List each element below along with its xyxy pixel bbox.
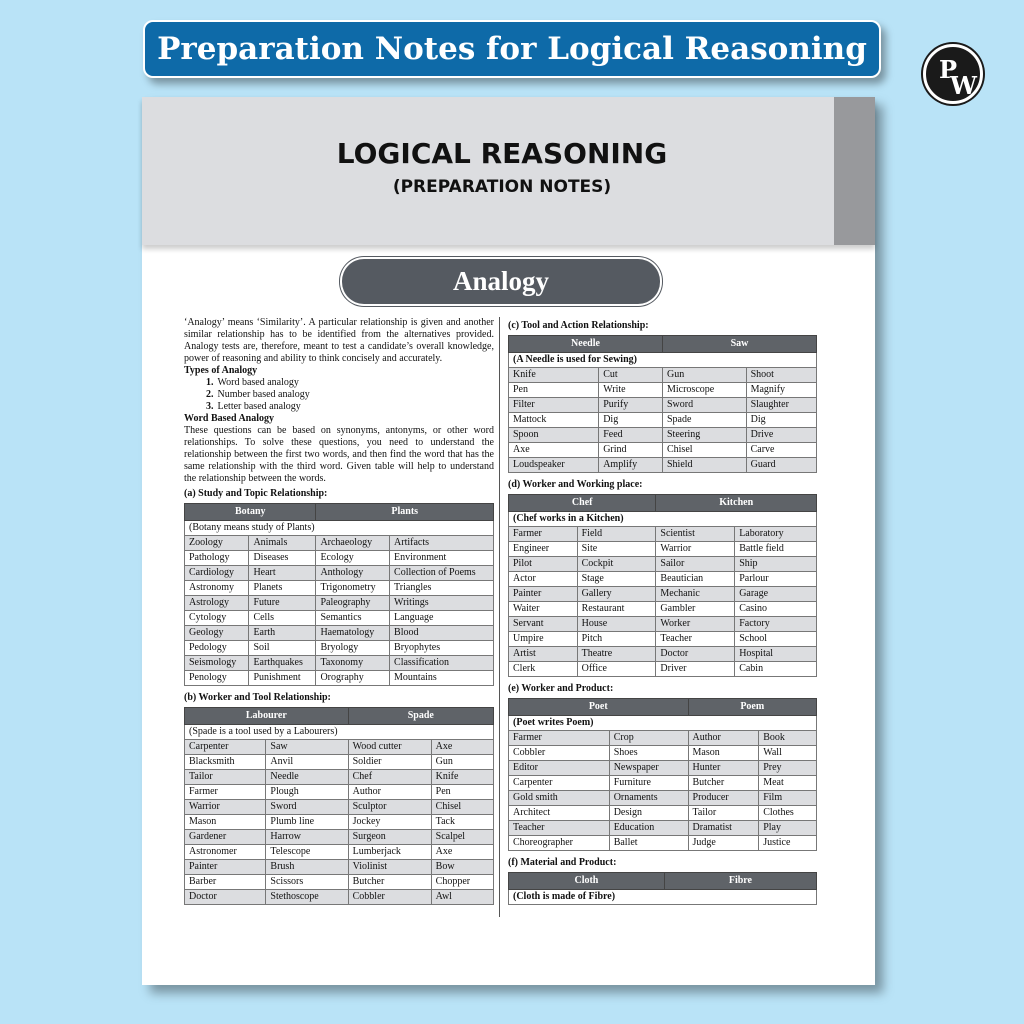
table-cell: Spade: [662, 413, 746, 428]
table-cell: Prey: [759, 761, 817, 776]
table-cell: Barber: [185, 875, 266, 890]
table-header-cell: Botany: [185, 504, 316, 521]
table-cell: Field: [577, 527, 656, 542]
table-cell: Clothes: [759, 806, 817, 821]
table-cell: Crop: [609, 731, 688, 746]
table-cell: Saw: [266, 740, 348, 755]
table-cell: Teacher: [656, 632, 735, 647]
table-cell: Choreographer: [509, 836, 610, 851]
table-cell: Farmer: [509, 731, 610, 746]
table-cell: Surgeon: [348, 830, 431, 845]
table-note: (Spade is a tool used by a Labourers): [185, 725, 494, 740]
table-cell: Zoology: [185, 536, 249, 551]
table-row: [185, 671, 494, 686]
word-based-paragraph: These questions can be based on synonyms, antonyms, or other word relationships. To solve these questions, you need to understand the relationship between the first two words, and then find the word that has the same relationship with the third word. Given table will help to understand the relationship between the words.: [184, 425, 494, 484]
header-stripe: [834, 97, 875, 245]
table-cell: Harrow: [266, 830, 348, 845]
table-cell: Punishment: [249, 671, 316, 686]
table-row: [185, 800, 494, 815]
table-cell: Theatre: [577, 647, 656, 662]
table-cell: Justice: [759, 836, 817, 851]
table-cell: Mattock: [509, 413, 599, 428]
table-cell: Education: [609, 821, 688, 836]
table-cell: Laboratory: [735, 527, 817, 542]
list-item: 1. Word based analogy: [206, 377, 299, 388]
table-cell: Gambler: [656, 602, 735, 617]
table-header-row: [509, 873, 817, 890]
table-row: [509, 572, 817, 587]
table-cell: Violinist: [348, 860, 431, 875]
table-cell: Scientist: [656, 527, 735, 542]
table-cell: Earth: [249, 626, 316, 641]
table-cell: Waiter: [509, 602, 578, 617]
table-cell: Author: [348, 785, 431, 800]
table-cell: Write: [599, 383, 663, 398]
table-cell: Writings: [390, 596, 494, 611]
table-row: [509, 527, 817, 542]
document-page: [142, 97, 875, 985]
table-d-heading: (d) Worker and Working place:: [508, 479, 643, 490]
table-cell: Sword: [266, 800, 348, 815]
table-cell: Actor: [509, 572, 578, 587]
table-row: [509, 542, 817, 557]
table-cell: Environment: [390, 551, 494, 566]
table-cell: School: [735, 632, 817, 647]
table-row: [509, 776, 817, 791]
table-cell: Planets: [249, 581, 316, 596]
table-cell: Painter: [185, 860, 266, 875]
table-header-cell: Chef: [509, 495, 656, 512]
table-row: [509, 398, 817, 413]
table-row: [185, 755, 494, 770]
document-header: [142, 97, 875, 245]
table-cell: Judge: [688, 836, 759, 851]
table-cell: Semantics: [316, 611, 390, 626]
table-row: [509, 368, 817, 383]
table-header-cell: Cloth: [509, 873, 665, 890]
table-cell: Anvil: [266, 755, 348, 770]
table-c: [508, 335, 817, 473]
table-row: [185, 785, 494, 800]
intro-paragraph: ‘Analogy’ means ‘Similarity’. A particular relationship is given and another similar relationship has to be identified from the alternatives provided. Analogy tests are, therefore, meant to test a candidate’s overall knowledge, power of reasoning and ability to think concisely and accurately.: [184, 317, 494, 364]
table-cell: Driver: [656, 662, 735, 677]
table-cell: Steering: [662, 428, 746, 443]
table-e-heading: (e) Worker and Product:: [508, 683, 614, 694]
table-cell: Butcher: [688, 776, 759, 791]
table-header-cell: Poet: [509, 699, 689, 716]
table-cell: Chopper: [431, 875, 493, 890]
table-cell: Artist: [509, 647, 578, 662]
table-note-row: [509, 353, 817, 368]
table-cell: Chef: [348, 770, 431, 785]
table-cell: Hospital: [735, 647, 817, 662]
table-cell: Grind: [599, 443, 663, 458]
table-cell: Ornaments: [609, 791, 688, 806]
table-row: [509, 443, 817, 458]
table-cell: Mason: [185, 815, 266, 830]
table-cell: Knife: [431, 770, 493, 785]
table-cell: Magnify: [746, 383, 816, 398]
table-cell: Umpire: [509, 632, 578, 647]
table-row: [509, 587, 817, 602]
table-cell: Axe: [509, 443, 599, 458]
table-cell: Producer: [688, 791, 759, 806]
banner-title: Preparation Notes for Logical Reasoning: [157, 31, 867, 67]
table-row: [185, 656, 494, 671]
table-cell: Needle: [266, 770, 348, 785]
section-title: Analogy: [342, 259, 660, 304]
table-row: [185, 815, 494, 830]
table-header-cell: Poem: [688, 699, 816, 716]
table-row: [509, 632, 817, 647]
table-c-heading: (c) Tool and Action Relationship:: [508, 320, 649, 331]
table-cell: Restaurant: [577, 602, 656, 617]
table-row: [509, 791, 817, 806]
table-header-cell: Needle: [509, 336, 663, 353]
table-a-heading: (a) Study and Topic Relationship:: [184, 488, 328, 499]
table-row: [185, 626, 494, 641]
table-f: [508, 872, 817, 905]
table-cell: Dramatist: [688, 821, 759, 836]
table-cell: House: [577, 617, 656, 632]
table-cell: Blood: [390, 626, 494, 641]
table-row: [185, 596, 494, 611]
table-cell: Orography: [316, 671, 390, 686]
table-note: (Chef works in a Kitchen): [509, 512, 817, 527]
table-header-cell: Labourer: [185, 708, 349, 725]
right-column: [508, 317, 817, 911]
table-cell: Factory: [735, 617, 817, 632]
table-cell: Anthology: [316, 566, 390, 581]
table-cell: Wood cutter: [348, 740, 431, 755]
table-cell: Classification: [390, 656, 494, 671]
table-cell: Brush: [266, 860, 348, 875]
table-note-row: [509, 512, 817, 527]
table-row: [509, 557, 817, 572]
table-header-row: [185, 708, 494, 725]
table-cell: Axe: [431, 740, 493, 755]
table-cell: Animals: [249, 536, 316, 551]
table-row: [185, 770, 494, 785]
table-cell: Design: [609, 806, 688, 821]
table-note-row: [509, 716, 817, 731]
table-row: [509, 383, 817, 398]
table-row: [509, 746, 817, 761]
table-b: [184, 707, 494, 905]
table-cell: Pilot: [509, 557, 578, 572]
table-cell: Archaeology: [316, 536, 390, 551]
table-cell: Hunter: [688, 761, 759, 776]
table-row: [185, 641, 494, 656]
table-cell: Triangles: [390, 581, 494, 596]
table-row: [509, 821, 817, 836]
table-row: [509, 413, 817, 428]
table-cell: Wall: [759, 746, 817, 761]
table-cell: Site: [577, 542, 656, 557]
table-cell: Tailor: [185, 770, 266, 785]
table-cell: Battle field: [735, 542, 817, 557]
table-cell: Farmer: [185, 785, 266, 800]
table-cell: Plough: [266, 785, 348, 800]
table-cell: Pen: [431, 785, 493, 800]
table-cell: Telescope: [266, 845, 348, 860]
table-cell: Earthquakes: [249, 656, 316, 671]
table-cell: Carpenter: [185, 740, 266, 755]
table-cell: Ecology: [316, 551, 390, 566]
table-cell: Doctor: [185, 890, 266, 905]
table-cell: Heart: [249, 566, 316, 581]
table-cell: Bryophytes: [390, 641, 494, 656]
table-header-cell: Fibre: [664, 873, 816, 890]
table-note-row: [509, 890, 817, 905]
table-row: [185, 890, 494, 905]
table-note: (A Needle is used for Sewing): [509, 353, 817, 368]
left-column: [184, 317, 494, 911]
table-cell: Meat: [759, 776, 817, 791]
table-cell: Feed: [599, 428, 663, 443]
table-row: [509, 806, 817, 821]
table-cell: Casino: [735, 602, 817, 617]
table-row: [509, 647, 817, 662]
table-cell: Cockpit: [577, 557, 656, 572]
table-a: [184, 503, 494, 686]
table-cell: Bryology: [316, 641, 390, 656]
table-header-cell: Plants: [316, 504, 494, 521]
table-cell: Collection of Poems: [390, 566, 494, 581]
table-header-cell: Kitchen: [656, 495, 817, 512]
types-list: [184, 377, 494, 413]
table-cell: Geology: [185, 626, 249, 641]
table-cell: Gun: [431, 755, 493, 770]
table-cell: Language: [390, 611, 494, 626]
table-cell: Sailor: [656, 557, 735, 572]
table-header-cell: Saw: [662, 336, 816, 353]
pw-logo: P W: [923, 44, 983, 104]
table-f-heading: (f) Material and Product:: [508, 857, 617, 868]
table-cell: Sword: [662, 398, 746, 413]
table-cell: Pitch: [577, 632, 656, 647]
table-cell: Parlour: [735, 572, 817, 587]
table-cell: Astronomy: [185, 581, 249, 596]
table-header-row: [185, 504, 494, 521]
table-cell: Ship: [735, 557, 817, 572]
table-cell: Mechanic: [656, 587, 735, 602]
table-cell: Microscope: [662, 383, 746, 398]
table-header-row: [509, 495, 817, 512]
table-b-heading: (b) Worker and Tool Relationship:: [184, 692, 331, 703]
table-cell: Soil: [249, 641, 316, 656]
table-cell: Taxonomy: [316, 656, 390, 671]
table-cell: Tailor: [688, 806, 759, 821]
table-cell: Ballet: [609, 836, 688, 851]
table-cell: Drive: [746, 428, 816, 443]
table-cell: Chisel: [662, 443, 746, 458]
table-cell: Artifacts: [390, 536, 494, 551]
table-cell: Gun: [662, 368, 746, 383]
table-row: [509, 428, 817, 443]
table-header-row: [509, 336, 817, 353]
table-cell: Penology: [185, 671, 249, 686]
table-cell: Plumb line: [266, 815, 348, 830]
table-cell: Soldier: [348, 755, 431, 770]
table-cell: Carpenter: [509, 776, 610, 791]
table-cell: Play: [759, 821, 817, 836]
table-cell: Shoes: [609, 746, 688, 761]
table-cell: Doctor: [656, 647, 735, 662]
word-based-heading: Word Based Analogy: [184, 413, 275, 424]
table-cell: Gallery: [577, 587, 656, 602]
table-row: [185, 845, 494, 860]
list-item: 3. Letter based analogy: [206, 401, 301, 412]
table-cell: Mountains: [390, 671, 494, 686]
table-cell: Painter: [509, 587, 578, 602]
table-cell: Seismology: [185, 656, 249, 671]
table-note: (Botany means study of Plants): [185, 521, 494, 536]
table-cell: Newspaper: [609, 761, 688, 776]
table-cell: Cut: [599, 368, 663, 383]
table-cell: Editor: [509, 761, 610, 776]
table-cell: Shoot: [746, 368, 816, 383]
table-cell: Axe: [431, 845, 493, 860]
column-divider: [499, 317, 500, 917]
table-cell: Gold smith: [509, 791, 610, 806]
table-cell: Carve: [746, 443, 816, 458]
table-cell: Guard: [746, 458, 816, 473]
table-cell: Dig: [746, 413, 816, 428]
table-row: [185, 875, 494, 890]
table-cell: Paleography: [316, 596, 390, 611]
table-row: [185, 860, 494, 875]
table-cell: Scalpel: [431, 830, 493, 845]
table-e: [508, 698, 817, 851]
table-cell: Gardener: [185, 830, 266, 845]
table-cell: Tack: [431, 815, 493, 830]
table-row: [185, 566, 494, 581]
types-heading: Types of Analogy: [184, 365, 258, 376]
table-row: [509, 662, 817, 677]
table-cell: Cells: [249, 611, 316, 626]
table-cell: Purify: [599, 398, 663, 413]
table-cell: Pathology: [185, 551, 249, 566]
table-note-row: [185, 725, 494, 740]
table-cell: Diseases: [249, 551, 316, 566]
document-title: LOGICAL REASONING: [336, 137, 668, 170]
banner: [143, 20, 881, 78]
table-header-cell: Spade: [348, 708, 493, 725]
table-cell: Furniture: [609, 776, 688, 791]
table-cell: Astrology: [185, 596, 249, 611]
table-cell: Knife: [509, 368, 599, 383]
table-cell: Pedology: [185, 641, 249, 656]
document-subtitle: (PREPARATION NOTES): [392, 177, 612, 197]
table-header-row: [509, 699, 817, 716]
list-item: 2. Number based analogy: [206, 389, 310, 400]
table-cell: Haematology: [316, 626, 390, 641]
table-row: [509, 602, 817, 617]
table-cell: Slaughter: [746, 398, 816, 413]
table-cell: Stethoscope: [266, 890, 348, 905]
table-row: [509, 617, 817, 632]
table-cell: Servant: [509, 617, 578, 632]
table-row: [509, 458, 817, 473]
table-cell: Clerk: [509, 662, 578, 677]
table-cell: Office: [577, 662, 656, 677]
table-row: [185, 536, 494, 551]
table-cell: Architect: [509, 806, 610, 821]
table-row: [185, 581, 494, 596]
table-cell: Farmer: [509, 527, 578, 542]
table-cell: Mason: [688, 746, 759, 761]
table-cell: Cobbler: [348, 890, 431, 905]
table-cell: Chisel: [431, 800, 493, 815]
table-cell: Garage: [735, 587, 817, 602]
table-cell: Blacksmith: [185, 755, 266, 770]
table-cell: Dig: [599, 413, 663, 428]
table-row: [185, 830, 494, 845]
table-row: [509, 761, 817, 776]
table-cell: Scissors: [266, 875, 348, 890]
table-cell: Butcher: [348, 875, 431, 890]
table-cell: Astronomer: [185, 845, 266, 860]
table-cell: Cytology: [185, 611, 249, 626]
table-cell: Warrior: [185, 800, 266, 815]
table-row: [185, 551, 494, 566]
table-cell: Awl: [431, 890, 493, 905]
table-cell: Pen: [509, 383, 599, 398]
table-cell: Book: [759, 731, 817, 746]
table-cell: Cardiology: [185, 566, 249, 581]
table-cell: Teacher: [509, 821, 610, 836]
table-cell: Film: [759, 791, 817, 806]
table-row: [509, 731, 817, 746]
table-cell: Future: [249, 596, 316, 611]
table-cell: Author: [688, 731, 759, 746]
table-row: [185, 611, 494, 626]
table-cell: Warrior: [656, 542, 735, 557]
table-cell: Jockey: [348, 815, 431, 830]
table-cell: Bow: [431, 860, 493, 875]
table-note: (Cloth is made of Fibre): [509, 890, 817, 905]
table-cell: Filter: [509, 398, 599, 413]
table-cell: Amplify: [599, 458, 663, 473]
table-d: [508, 494, 817, 677]
table-cell: Sculptor: [348, 800, 431, 815]
table-cell: Lumberjack: [348, 845, 431, 860]
table-cell: Beautician: [656, 572, 735, 587]
table-row: [509, 836, 817, 851]
table-row: [185, 740, 494, 755]
table-cell: Cobbler: [509, 746, 610, 761]
table-cell: Loudspeaker: [509, 458, 599, 473]
table-cell: Worker: [656, 617, 735, 632]
table-note: (Poet writes Poem): [509, 716, 817, 731]
table-cell: Trigonometry: [316, 581, 390, 596]
table-cell: Spoon: [509, 428, 599, 443]
table-cell: Stage: [577, 572, 656, 587]
table-cell: Engineer: [509, 542, 578, 557]
table-cell: Cabin: [735, 662, 817, 677]
table-note-row: [185, 521, 494, 536]
table-cell: Shield: [662, 458, 746, 473]
